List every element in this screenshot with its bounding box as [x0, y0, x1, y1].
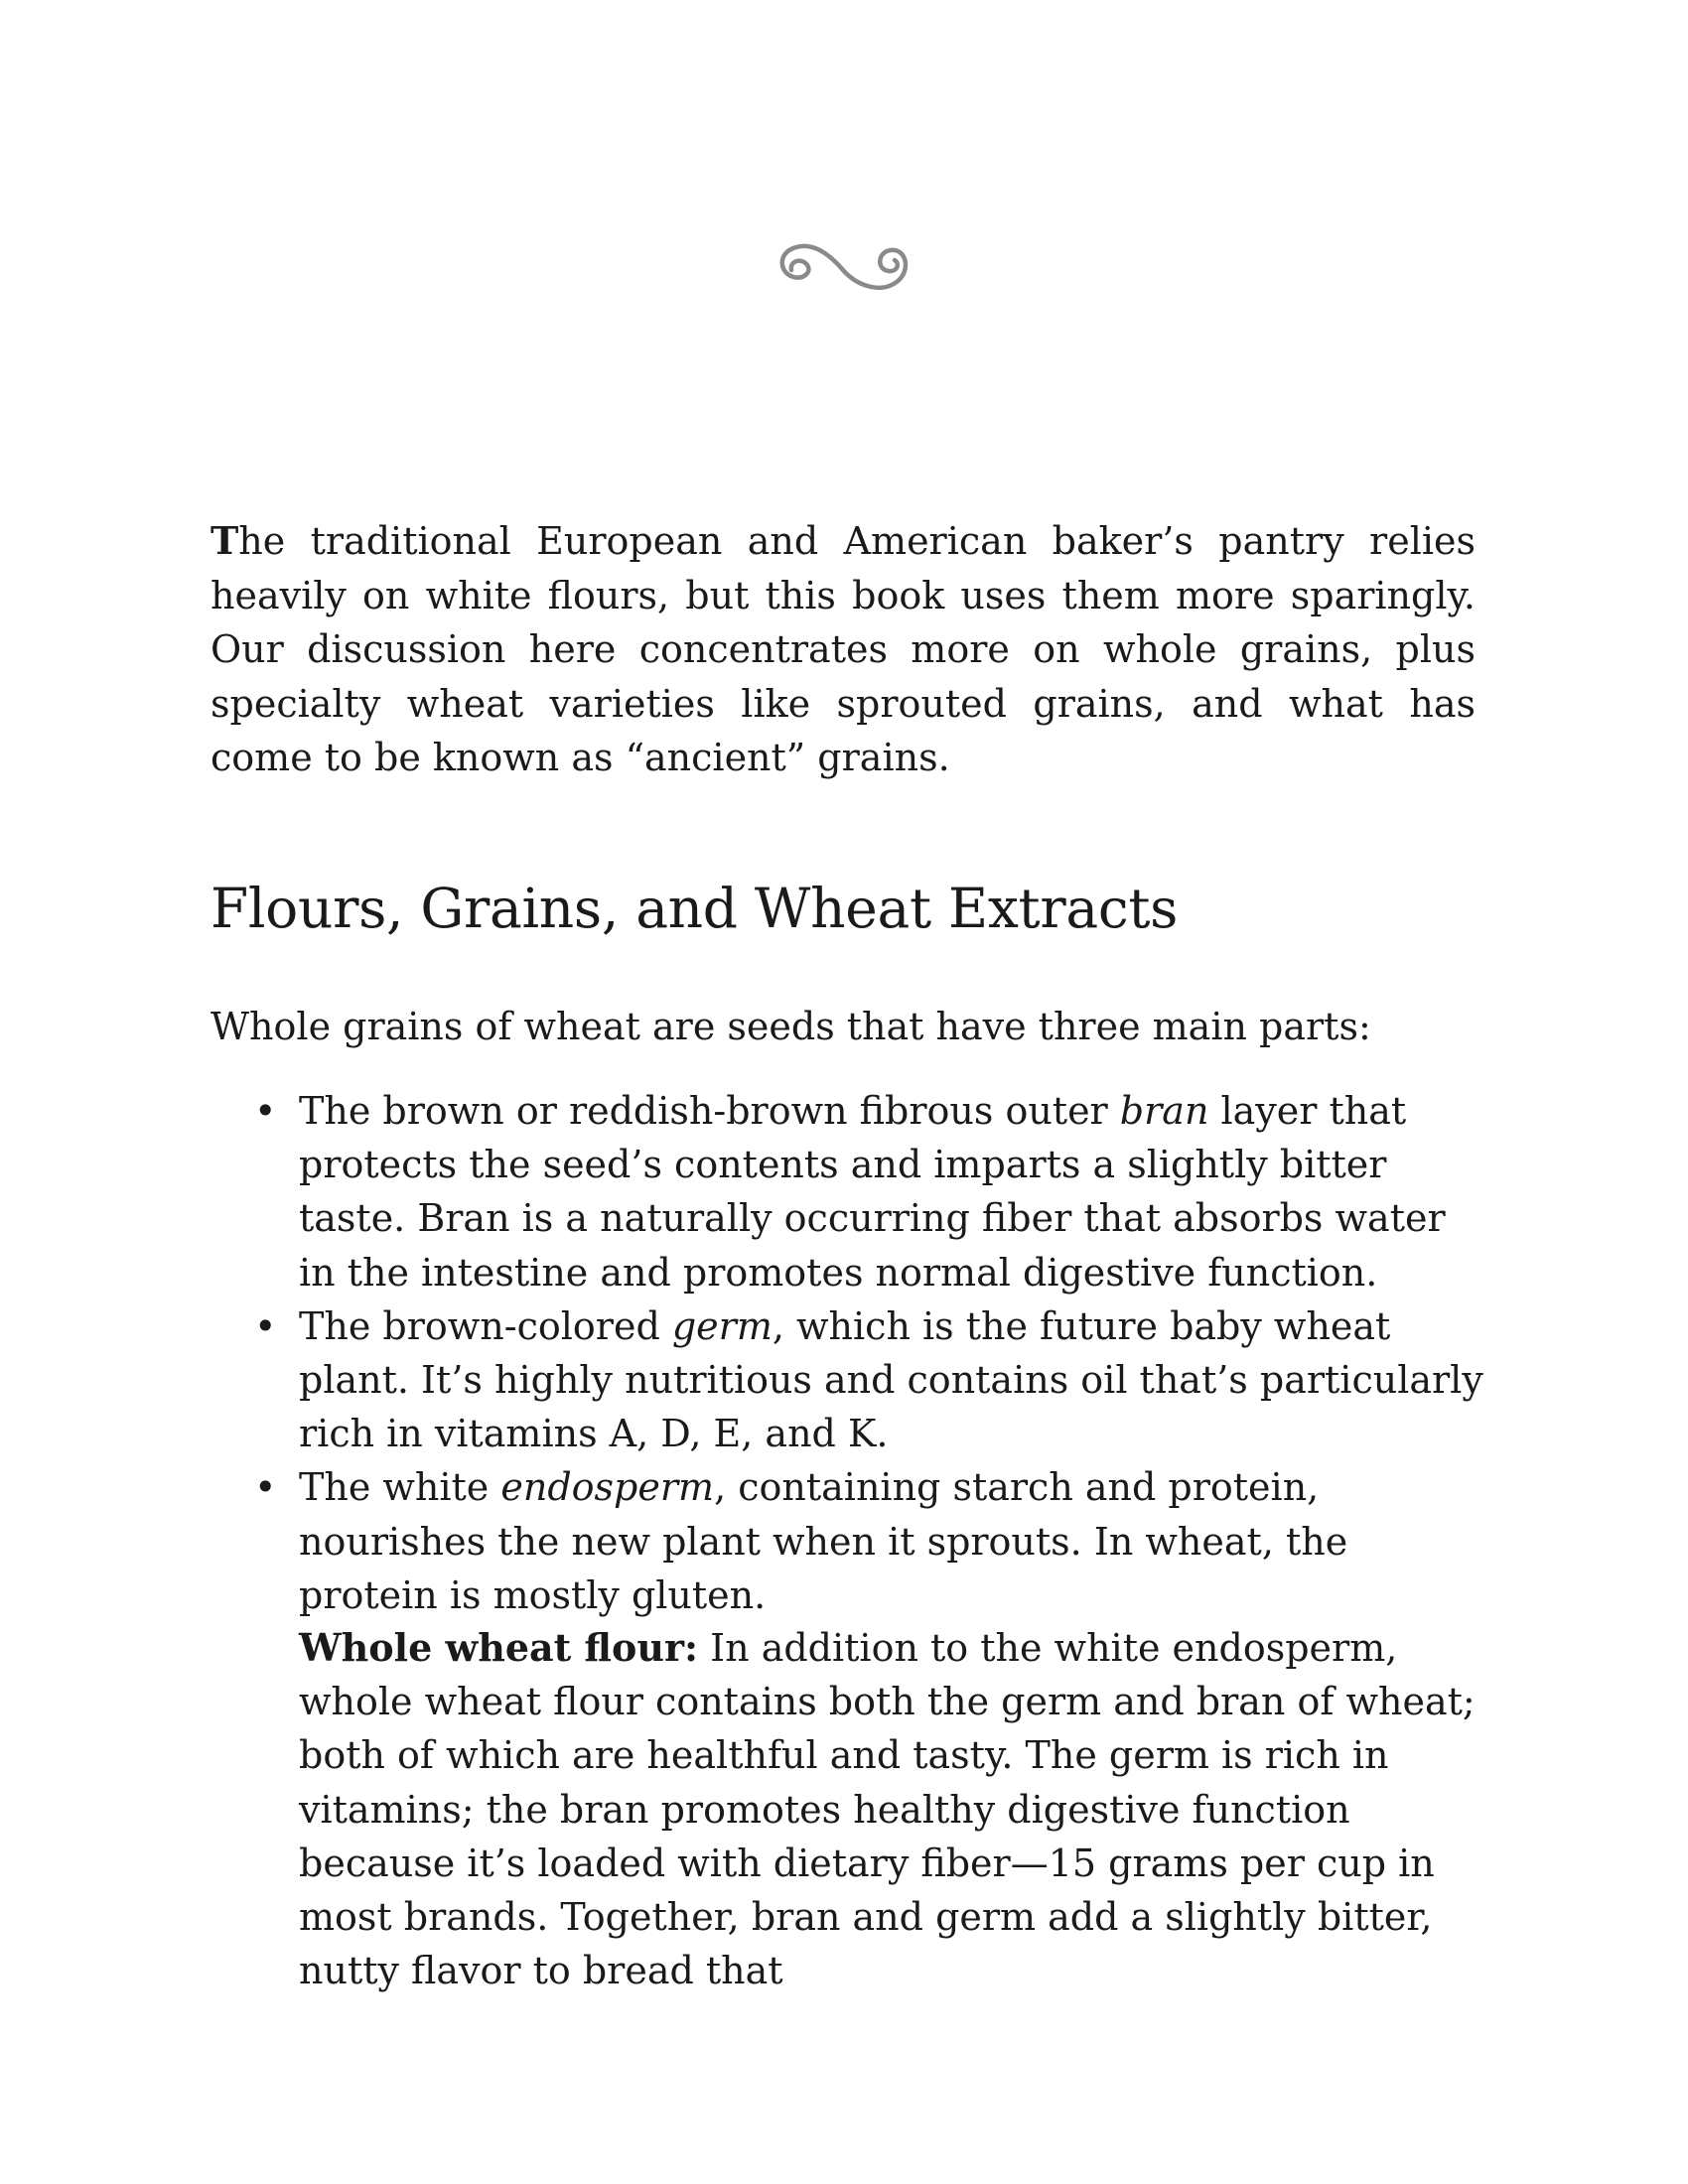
grain-parts-list	[254, 1084, 1485, 1622]
whole-wheat-flour-term: Whole wheat flour:	[299, 1625, 699, 1670]
list-item-text: The brown-colored	[299, 1303, 672, 1348]
term-germ: germ	[671, 1303, 773, 1348]
bullet: •	[254, 1465, 277, 1510]
term-endosperm: endosperm	[500, 1465, 715, 1510]
list-item-text: layer that protects the seed’s contents and imparts a slightly bitter taste. Bran is a naturally occurring fiber that absorbs water in the intestine and promotes normal digestive function.	[299, 1089, 1446, 1295]
intro-paragraph	[211, 514, 1476, 785]
term-bran: bran	[1119, 1089, 1209, 1133]
intro-text: he traditional European and American baker’s pantry relies heavily on white flours, but this book uses them more sparingly. Our discussion here concentrates more on whole grains, plus specialty wheat varieties like sprouted grains, and what has come to be known as “ancient” grains.	[211, 519, 1476, 779]
list-item-germ	[254, 1299, 1485, 1461]
intro-dropcap: T	[211, 518, 239, 563]
list-item-bran	[254, 1084, 1485, 1299]
whole-wheat-flour-text: In addition to the white endosperm, whole wheat flour contains both the germ and bran of wheat; both of which are healthful and tasty. The germ is rich in vitamins; the bran promotes healthy digestive function because it’s loaded with dietary fiber—15 grams per cup in most brands. Together, bran and germ add a slightly bitter, nutty flavor to bread that	[299, 1626, 1476, 1993]
list-item-text: The white	[299, 1465, 501, 1510]
swirl-ornament-icon	[770, 236, 918, 298]
whole-wheat-flour-paragraph	[299, 1621, 1477, 1997]
list-item-text: The brown or reddish-brown fibrous outer	[299, 1089, 1120, 1133]
bullet: •	[254, 1303, 277, 1348]
bullet: •	[254, 1089, 277, 1133]
list-item-endosperm	[254, 1460, 1485, 1622]
section-heading: Flours, Grains, and Wheat Extracts	[211, 877, 1179, 940]
list-item-text: , which is the future baby wheat plant. It’s highly nutritious and contains oil that’s particularly rich in vitamins A, D, E, and K.	[299, 1303, 1483, 1456]
lead-paragraph: Whole grains of wheat are seeds that have three main parts:	[211, 1005, 1371, 1048]
list-item-text: , containing starch and protein, nourishes the new plant when it sprouts. In wheat, the protein is mostly gluten.	[299, 1465, 1348, 1617]
